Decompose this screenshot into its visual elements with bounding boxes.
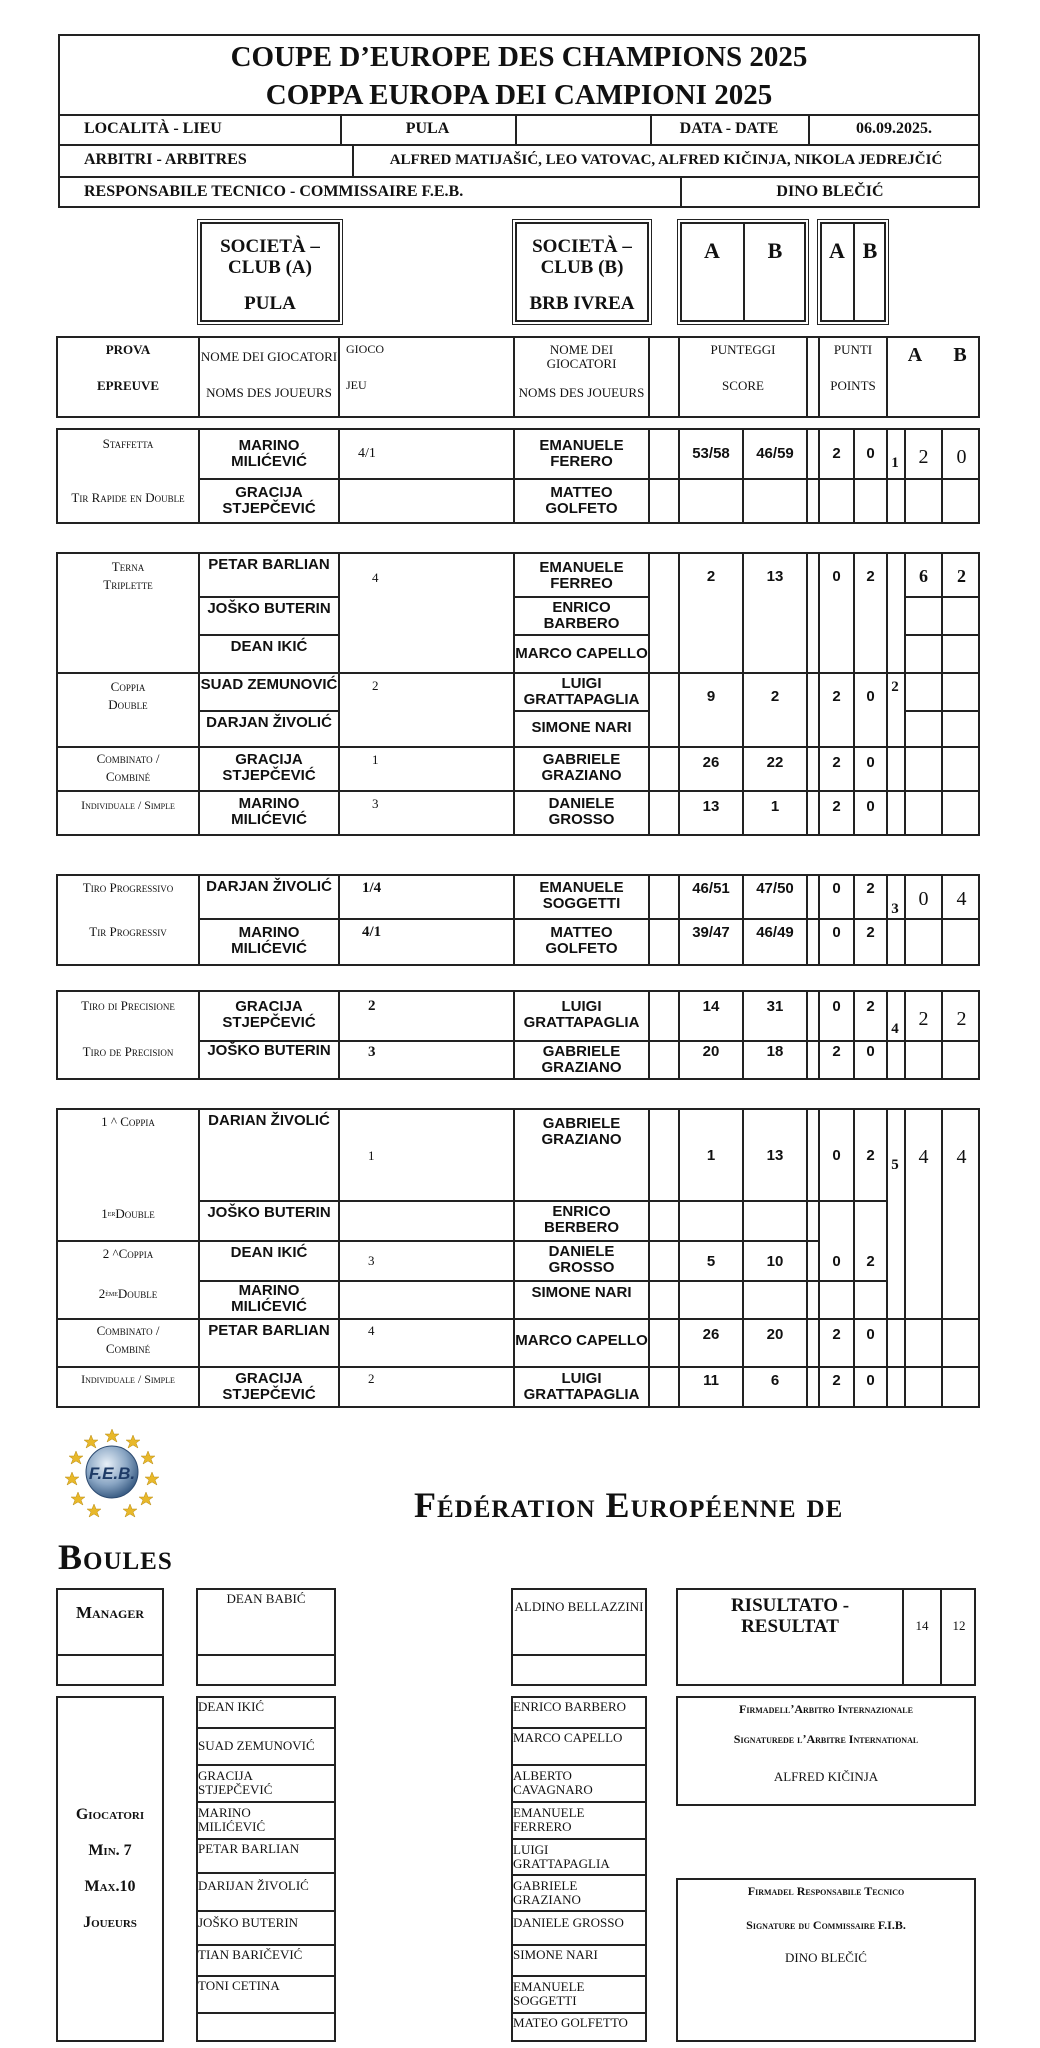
date-label: DATA - DATE bbox=[679, 120, 779, 138]
coppia2-label: 2 ^Coppia bbox=[102, 1245, 154, 1261]
individuale-points-b: 0 bbox=[866, 797, 875, 815]
precisione-name-1: Tiro di Precisione bbox=[81, 997, 175, 1013]
block3-total-a: 0 bbox=[918, 888, 929, 910]
player-b-6: GABRIELE GRAZIANO bbox=[513, 1877, 581, 1907]
combinato5-score-a: 26 bbox=[702, 1325, 720, 1343]
progressivo-points-b1: 2 bbox=[866, 879, 875, 897]
staffetta-points-b: 0 bbox=[866, 444, 875, 462]
hdr-punti: PUNTI bbox=[833, 341, 873, 357]
coppia2-points-b: 2 bbox=[866, 1252, 875, 1270]
terna-name-1: Terna bbox=[111, 558, 145, 574]
coppia2-b2: SIMONE NARI bbox=[531, 1283, 632, 1301]
coppia1-a1: DARIAN ŽIVOLIĆ bbox=[208, 1111, 330, 1129]
coppia-name-2: Double bbox=[108, 696, 148, 712]
coppia2-double-text: Double bbox=[117, 1285, 158, 1301]
coppia1-points-b: 2 bbox=[866, 1146, 875, 1164]
precisione-b1: LUIGI GRATTAPAGLIA bbox=[523, 997, 640, 1031]
players-label-2: Min. 7 bbox=[88, 1842, 132, 1860]
coppia1-score-a: 1 bbox=[706, 1146, 716, 1164]
coppia2-double bbox=[58, 1282, 198, 1306]
terna-points-a: 0 bbox=[832, 567, 841, 585]
individuale5-points-b: 0 bbox=[866, 1371, 875, 1389]
player-b-7: DANIELE GROSSO bbox=[513, 1914, 624, 1930]
locality-label: LOCALITÀ - LIEU bbox=[84, 120, 222, 138]
referees-value: ALFRED MATIJAŠIĆ, LEO VATOVAC, ALFRED KIČINJA, NIKOLA JEDREJČIĆ bbox=[389, 151, 943, 168]
precisione-a2: JOŠKO BUTERIN bbox=[207, 1041, 331, 1059]
manager-b: ALDINO BELLAZZINI bbox=[514, 1598, 644, 1614]
player-b-4: EMANUELE FERRERO bbox=[513, 1804, 585, 1834]
terna-a3: DEAN IKIĆ bbox=[230, 637, 308, 655]
manager-a: DEAN BABIĆ bbox=[226, 1590, 306, 1606]
staffetta-total-a: 2 bbox=[918, 446, 929, 468]
precisione-points-a1: 0 bbox=[832, 997, 841, 1015]
staffetta-a1: MARINO MILIĆEVIĆ bbox=[231, 436, 307, 470]
manager-label: Manager bbox=[75, 1602, 145, 1622]
progressivo-score-b2: 46/49 bbox=[756, 923, 794, 941]
block3-total-b: 4 bbox=[956, 888, 967, 910]
player-b-1: ENRICO BARBERO bbox=[513, 1698, 627, 1714]
players-label-1: Giocatori bbox=[75, 1806, 145, 1824]
player-a-4: MARINO MILIĆEVIĆ bbox=[198, 1804, 266, 1834]
staffetta-b2: MATTEO GOLFETO bbox=[545, 483, 618, 517]
progressivo-score-a2: 39/47 bbox=[692, 923, 730, 941]
hdr-noms-a: NOMS DES JOUEURS bbox=[206, 384, 332, 400]
hdr-prova: PROVA bbox=[105, 341, 151, 357]
hdr-nome-a: NOME DEI GIOCATORI bbox=[200, 348, 338, 364]
hdr-gioco: GIOCO bbox=[346, 342, 384, 357]
hdr-punteggi: PUNTEGGI bbox=[710, 341, 776, 357]
club-b-label: SOCIETÀ – CLUB (B) bbox=[532, 236, 632, 278]
staffetta-name-2: Tir Rapide en Double bbox=[71, 489, 185, 505]
block4-idx: 4 bbox=[891, 1020, 899, 1037]
result-a: 14 bbox=[915, 1617, 929, 1633]
combinato5-name-1: Combinato / bbox=[96, 1322, 160, 1338]
players-label-3: Max.10 bbox=[84, 1878, 136, 1896]
coppia1-game: 1 bbox=[368, 1147, 375, 1163]
coppia2-b1: DANIELE GROSSO bbox=[548, 1242, 615, 1276]
progressivo-score-b1: 47/50 bbox=[756, 879, 794, 897]
coppia2-score-a: 5 bbox=[706, 1252, 716, 1270]
block4-total-a: 2 bbox=[918, 1008, 929, 1030]
block5-total-a: 4 bbox=[918, 1146, 929, 1168]
terna-score-b: 13 bbox=[766, 567, 784, 585]
feb-logo bbox=[64, 1424, 160, 1520]
block4-total-b: 2 bbox=[956, 1008, 967, 1030]
player-a-1: DEAN IKIĆ bbox=[198, 1698, 265, 1714]
coppia-score-b: 2 bbox=[770, 687, 780, 705]
staffetta-idx: 1 bbox=[891, 454, 899, 471]
player-a-6: DARIJAN ŽIVOLIĆ bbox=[198, 1877, 309, 1893]
combinato5-game: 4 bbox=[368, 1322, 375, 1338]
terna-b2: ENRICO BARBERO bbox=[543, 598, 620, 632]
individuale5-game: 2 bbox=[368, 1370, 375, 1386]
combinato-b: GABRIELE GRAZIANO bbox=[541, 750, 622, 784]
player-b-9: EMANUELE SOGGETTI bbox=[513, 1978, 585, 2008]
block2-idx: 2 bbox=[891, 678, 899, 695]
progressivo-points-a2: 0 bbox=[832, 923, 841, 941]
staffetta-b1: EMANUELE FERERO bbox=[539, 436, 624, 470]
hdr-jeu: JEU bbox=[346, 378, 367, 393]
combinato5-a: PETAR BARLIAN bbox=[208, 1321, 330, 1339]
block5-total-b: 4 bbox=[956, 1146, 967, 1168]
individuale-points-a: 2 bbox=[832, 797, 841, 815]
player-a-2: SUAD ZEMUNOVIĆ bbox=[198, 1737, 315, 1753]
progressivo-name-1: Tiro Progressivo bbox=[82, 879, 174, 895]
terna-points-b: 2 bbox=[866, 567, 875, 585]
precisione-game-1: 2 bbox=[368, 997, 376, 1014]
hdr-nome-b: NOME DEI GIOCATORI bbox=[546, 341, 617, 371]
progressivo-a1: DARJAN ŽIVOLIĆ bbox=[206, 877, 332, 895]
staffetta-name-1: Staffetta bbox=[102, 435, 154, 451]
coppia2-score-b: 10 bbox=[766, 1252, 784, 1270]
combinato5-score-b: 20 bbox=[766, 1325, 784, 1343]
progressivo-game-1: 1/4 bbox=[362, 879, 382, 896]
player-b-3: ALBERTO CAVAGNARO bbox=[513, 1767, 593, 1797]
precisione-score-b1: 31 bbox=[766, 997, 784, 1015]
individuale-b: DANIELE GROSSO bbox=[548, 794, 615, 828]
coppia-points-a: 2 bbox=[832, 687, 841, 705]
individuale5-name: Individuale / Simple bbox=[81, 1372, 175, 1387]
hdr-score: SCORE bbox=[722, 377, 764, 393]
staffetta-total-b: 0 bbox=[956, 446, 967, 468]
progressivo-name-2: Tir Progressiv bbox=[89, 923, 167, 939]
terna-name-2: Triplette bbox=[103, 576, 153, 592]
combinato5-name-2: Combiné bbox=[105, 1340, 151, 1356]
player-a-7: JOŠKO BUTERIN bbox=[198, 1914, 299, 1930]
coppia1-a2: JOŠKO BUTERIN bbox=[207, 1203, 331, 1221]
progressivo-score-a1: 46/51 bbox=[692, 879, 730, 897]
coppia-a1: SUAD ZEMUNOVIĆ bbox=[200, 675, 338, 693]
hdr-epreuve: EPREUVE bbox=[96, 377, 160, 393]
individuale5-score-a: 11 bbox=[703, 1371, 719, 1389]
sig-tech-line-1: Firmadel Responsabile Tecnico bbox=[747, 1884, 905, 1899]
result-b: 12 bbox=[952, 1617, 966, 1633]
hdr-points: POINTS bbox=[830, 377, 876, 393]
combinato-game: 1 bbox=[372, 751, 379, 767]
coppia2-game: 3 bbox=[368, 1252, 375, 1268]
precisione-game-2: 3 bbox=[368, 1043, 376, 1060]
coppia-a2: DARJAN ŽIVOLIĆ bbox=[206, 713, 332, 731]
precisione-b2: GABRIELE GRAZIANO bbox=[541, 1042, 622, 1076]
individuale5-b: LUIGI GRATTAPAGLIA bbox=[523, 1369, 640, 1403]
date-value: 06.09.2025. bbox=[856, 120, 932, 138]
players-label-4: Joueurs bbox=[83, 1914, 137, 1932]
individuale-a: MARINO MILIĆEVIĆ bbox=[231, 794, 307, 828]
terna-a1: PETAR BARLIAN bbox=[208, 555, 330, 573]
individuale-score-a: 13 bbox=[702, 797, 720, 815]
sig-ref-name: ALFRED KIČINJA bbox=[773, 1768, 879, 1784]
player-b-5: LUIGI GRATTAPAGLIA bbox=[513, 1841, 610, 1871]
block2-total-b: 2 bbox=[957, 566, 966, 587]
club-col-b: B bbox=[767, 237, 783, 263]
hdr-noms-b: NOMS DES JOUEURS bbox=[518, 384, 645, 400]
title-line-1: COUPE D’EUROPE DES CHAMPIONS 2025 bbox=[230, 41, 808, 74]
coppia1-double-text: Double bbox=[115, 1205, 155, 1221]
coppia1-score-b: 13 bbox=[766, 1146, 784, 1164]
coppia-game: 2 bbox=[372, 677, 379, 693]
progressivo-a2: MARINO MILIĆEVIĆ bbox=[231, 923, 307, 957]
referees-label: ARBITRI - ARBITRES bbox=[84, 151, 247, 169]
combinato-points-a: 2 bbox=[832, 753, 841, 771]
combinato-points-b: 0 bbox=[866, 753, 875, 771]
coppia1-double bbox=[58, 1202, 198, 1226]
coppia-b2: SIMONE NARI bbox=[531, 718, 632, 736]
coppia-b1: LUIGI GRATTAPAGLIA bbox=[523, 674, 640, 708]
title-line-2: COPPA EUROPA DEI CAMPIONI 2025 bbox=[265, 79, 773, 112]
individuale-name: Individuale / Simple bbox=[81, 798, 175, 813]
precisione-score-b2: 18 bbox=[766, 1042, 784, 1060]
player-a-3: GRACIJA STJEPČEVIĆ bbox=[198, 1767, 273, 1797]
sig-ref-line-1: FirmadellʼArbitro Internazionale bbox=[739, 1702, 913, 1717]
terna-game: 4 bbox=[372, 569, 379, 585]
club-a-name: PULA bbox=[244, 292, 296, 314]
player-b-8: SIMONE NARI bbox=[513, 1946, 598, 1962]
club-col-a-2: A bbox=[829, 237, 845, 263]
progressivo-points-b2: 2 bbox=[866, 923, 875, 941]
coppia2-double-num: 2 bbox=[98, 1285, 106, 1301]
individuale5-score-b: 6 bbox=[770, 1371, 780, 1389]
progressivo-b2: MATTEO GOLFETO bbox=[545, 923, 618, 957]
coppia1-double-sup: er bbox=[107, 1208, 116, 1218]
club-b-name: BRB IVREA bbox=[529, 292, 635, 314]
block5-idx: 5 bbox=[891, 1156, 899, 1173]
individuale5-a: GRACIJA STJEPČEVIĆ bbox=[222, 1369, 316, 1403]
progressivo-game-2: 4/1 bbox=[362, 923, 382, 940]
club-col-b-2: B bbox=[862, 237, 878, 263]
combinato-score-b: 22 bbox=[766, 753, 784, 771]
hdr-total-b: B bbox=[953, 344, 967, 366]
club-col-a: A bbox=[704, 237, 720, 263]
progressivo-b1: EMANUELE SOGGETTI bbox=[539, 878, 624, 912]
combinato-name-2: Combiné bbox=[105, 768, 151, 784]
staffetta-game: 4/1 bbox=[358, 446, 376, 462]
sig-tech-name: DINO BLEČIĆ bbox=[785, 1949, 867, 1965]
progressivo-points-a1: 0 bbox=[832, 879, 841, 897]
tech-label: RESPONSABILE TECNICO - COMMISSAIRE F.E.B. bbox=[84, 183, 464, 201]
coppia2-a2: MARINO MILIĆEVIĆ bbox=[231, 1281, 307, 1315]
terna-b1: EMANUELE FERREO bbox=[539, 558, 624, 592]
terna-a2: JOŠKO BUTERIN bbox=[207, 599, 331, 617]
individuale5-points-a: 2 bbox=[832, 1371, 841, 1389]
block2-total-a: 6 bbox=[919, 566, 928, 587]
combinato5-points-a: 2 bbox=[832, 1325, 841, 1343]
sig-tech-line-2: Signature du Commissaire F.I.B. bbox=[746, 1918, 906, 1933]
block3-idx: 3 bbox=[891, 900, 899, 917]
precisione-points-a2: 2 bbox=[832, 1042, 841, 1060]
sig-ref-line-2: Signaturede lʼArbitre International bbox=[733, 1732, 919, 1747]
player-b-2: MARCO CAPELLO bbox=[513, 1729, 623, 1745]
coppia1-points-a: 0 bbox=[832, 1146, 841, 1164]
coppia1-b1: GABRIELE GRAZIANO bbox=[541, 1114, 622, 1148]
terna-score-a: 2 bbox=[706, 567, 716, 585]
feb-logo-text: F.E.B. bbox=[88, 1464, 136, 1483]
coppia-score-a: 9 bbox=[706, 687, 716, 705]
federation-title-1: Fédération Européenne de bbox=[414, 1485, 844, 1525]
staffetta-score-b: 46/59 bbox=[756, 444, 794, 462]
coppia1-double-num: 1 bbox=[101, 1205, 108, 1221]
precisione-name-2: Tiro de Precision bbox=[82, 1043, 174, 1059]
combinato-name-1: Combinato / bbox=[96, 750, 160, 766]
locality-value: PULA bbox=[405, 120, 450, 138]
staffetta-a2: GRACIJA STJEPČEVIĆ bbox=[222, 483, 316, 517]
precisione-a1: GRACIJA STJEPČEVIĆ bbox=[222, 997, 316, 1031]
staffetta-points-a: 2 bbox=[832, 444, 841, 462]
precisione-points-b1: 2 bbox=[866, 997, 875, 1015]
combinato-score-a: 26 bbox=[702, 753, 720, 771]
federation-title-2: Boules bbox=[58, 1537, 173, 1577]
player-a-9: TONI CETINA bbox=[198, 1977, 280, 1993]
coppia2-points-a: 0 bbox=[832, 1252, 841, 1270]
coppia1-label: 1 ^ Coppia bbox=[101, 1113, 155, 1129]
coppia2-double-sup: ème bbox=[105, 1288, 118, 1298]
terna-b3: MARCO CAPELLO bbox=[515, 644, 648, 662]
precisione-score-a1: 14 bbox=[702, 997, 720, 1015]
player-a-8: TIAN BARIČEVIĆ bbox=[198, 1946, 303, 1962]
combinato5-b: MARCO CAPELLO bbox=[515, 1331, 648, 1349]
coppia2-a1: DEAN IKIĆ bbox=[230, 1243, 308, 1261]
tech-value: DINO BLEČIĆ bbox=[776, 183, 884, 201]
club-a-label: SOCIETÀ – CLUB (A) bbox=[220, 236, 320, 278]
individuale-score-b: 1 bbox=[770, 797, 780, 815]
result-label: RISULTATO - RESULTAT bbox=[730, 1595, 850, 1637]
staffetta-score-a: 53/58 bbox=[692, 444, 730, 462]
hdr-total-a: A bbox=[907, 344, 923, 366]
player-b-10: MATEO GOLFETTO bbox=[513, 2014, 628, 2030]
coppia-name-1: Coppia bbox=[110, 678, 146, 694]
coppia-points-b: 0 bbox=[866, 687, 875, 705]
coppia1-b2: ENRICO BERBERO bbox=[543, 1202, 619, 1236]
individuale-game: 3 bbox=[372, 795, 379, 811]
precisione-points-b2: 0 bbox=[866, 1042, 875, 1060]
combinato-a: GRACIJA STJEPČEVIĆ bbox=[222, 750, 316, 784]
precisione-score-a2: 20 bbox=[702, 1042, 720, 1060]
combinato5-points-b: 0 bbox=[866, 1325, 875, 1343]
player-a-5: PETAR BARLIAN bbox=[198, 1840, 300, 1856]
